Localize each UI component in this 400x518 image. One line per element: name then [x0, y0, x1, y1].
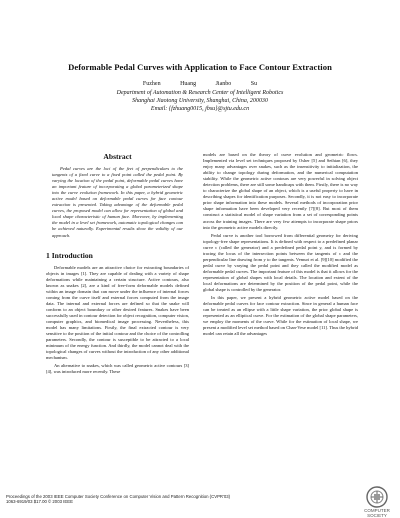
affiliation-email: Email: {fzhuang0015, jbsu}@sjtu.edu.cn	[150, 106, 250, 113]
affiliation-university: Shanghai Jiaotong University, Shanghai, China, 200030	[132, 98, 268, 105]
paper-title: Deformable Pedal Curves with Application to Face Contour Extraction	[68, 62, 332, 72]
affiliation-department: Department of Automation & Research Center of Intelligent Robotics	[116, 90, 284, 96]
body-paragraph: Deformable models are an attractive choice for extracting boundaries of objects in images [1]. They are capable of dealing with a variety of shape deformations while maintaining a certain structure. Active contours, also known as snakes [2], are a kind of free-form deformable models defined within an image domain that can move under the influence of internal forces coming from the curve itself and external forces computed from the image data. The internal and external forces are defined so that the snake will conform to an object boundary or other desired features. Snakes have been successfully used in contour detection for object recognition, computer vision, computer graphics, and biomedical image processing. Nevertheless, this model has many limitations. Firstly, the final extracted contour is very sensitive to the position of the initial contour and the choice of the controlling parameters. Secondly, the contour is susceptible to be attracted to a local minimum of the energy function. And thirdly, the model cannot deal with the topological changes of curves without the introduction of any other additional mechanism.	[46, 264, 189, 361]
author-list	[20, 81, 380, 87]
logo-caption: COMPUTER SOCIETY	[364, 508, 390, 518]
author-name: Fuzhen Huang	[142, 81, 197, 87]
body-paragraph: An alternative to snakes, which was called geometric active contours [3][4], was introduced more recently. These	[46, 363, 189, 375]
body-paragraph: models are based on the theory of curve evolution and geometric flows. Implemented via level set techniques proposed by Osher [5] and Sethian [6], they enjoy many advantages over snakes, such as the insensitivity to initialization, the ability to change topology during deformation, and the numerical computation stability. While the geometric active contours are very powerful in solving object detection problems, there are still some handicaps with them. Firstly, there is no way to characterize the global shape of an object, which is a useful property to have in describing shapes for identification purposes. Secondly, it is not easy to incorporate prior shape information into these models. Several methods of incorporation prior shape information have been developed very recently [7][8]. But most of them construct a statistical model of shape variation from a set of corresponding points across the training images. There are very few attempts to incorporate shape priors into the geometric active models directly.	[203, 152, 358, 230]
proceedings-footer	[6, 494, 326, 505]
footer-copyright-line: 1063-6919/03 $17.00 © 2003 IEEE	[6, 499, 73, 505]
section-heading-introduction: 1 Introduction	[46, 250, 93, 260]
abstract-heading: Abstract	[103, 152, 132, 161]
left-column	[46, 152, 189, 377]
affiliation-block	[20, 89, 380, 114]
body-paragraph: Pedal curve is another tool borrowed from differential geometry for deriving topology-free shape representations. It is defined with respect to a predefined planar curve c (called the generator) and a predefined pedal point y, and is formed by tracing the locus of the intersection points between the tangents of c and the perpendicular line drawing from y to the tangents. Vemuri et al. [9][10] modified the pedal curve by varying the pedal point and they called the modified model as deformable pedal curves. The important feature of this model is that it allows for the representation of global shapes with local details. The location and extent of the local deformations are determined by the position of the pedal point, while the global shape is controlled by the generator.	[203, 232, 358, 293]
body-paragraph: In this paper, we present a hybrid geometric active model based on the deformable pedal curves for face contour extraction. Since in general a human face can be treated as an ellipse with a little shape variation, the prior global shape is represented as an elliptical curve. For the estimation of the global shape parameters, we employ the moments of the curve. While for the estimation of local shape, we present a modified level set method based on Chan-Vese model [11]. Thus the hybrid model can retain all the advantages	[203, 295, 358, 337]
abstract-text: Pedal curves are the loci of the feet of perpendiculars to the tangents of a fixed curve to a fixed point called the pedal point. By varying the location of the pedal point, deformable pedal curves have an important feature of incorporating a global parameterized shape into the curve evolution framework. In this paper, a hybrid geometric active model based on deformable pedal curves for face contour extraction is presented. Taking advantage of the deformable pedal curves, the proposed model can allow for representation of global and local shape characteristic of human face. Moreover, by implementing the model in a level set framework, automatic topological changes can be achieved naturally. Experimental results show the validity of our approach.	[52, 166, 183, 238]
right-column	[203, 152, 358, 339]
author-name: Jianbo Su	[215, 81, 258, 87]
footer-proceedings-line: Proceedings of the 2003 IEEE Computer Society Conference on Computer Vision and Pattern Recognition (CVPR'03)	[6, 494, 231, 499]
